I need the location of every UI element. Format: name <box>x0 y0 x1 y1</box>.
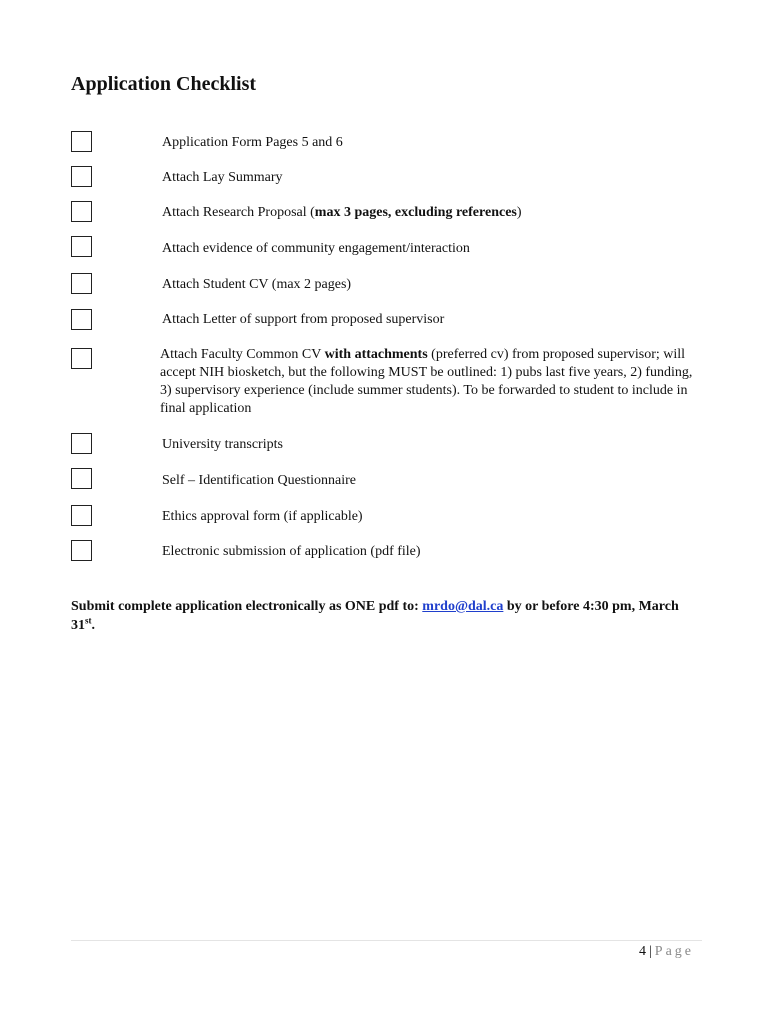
checkbox[interactable] <box>71 468 92 489</box>
checklist-item-label: Self – Identification Questionnaire <box>162 473 356 488</box>
checkbox[interactable] <box>71 505 92 526</box>
checklist-item-label: Attach Lay Summary <box>162 170 283 185</box>
checkbox[interactable] <box>71 309 92 330</box>
checkbox[interactable] <box>71 348 92 369</box>
checkbox[interactable] <box>71 433 92 454</box>
checklist-item-label <box>160 346 705 418</box>
label-text: Attach Faculty Common CV <box>160 347 325 362</box>
checklist-item-label: Attach Student CV (max 2 pages) <box>162 277 352 292</box>
page-number: 4 <box>638 944 646 959</box>
label-emphasis: max 3 pages, excluding references <box>314 205 517 220</box>
date-superscript: st <box>85 615 92 626</box>
footer-divider <box>71 940 702 941</box>
checkbox[interactable] <box>71 166 92 187</box>
checklist-item-label: Application Form Pages 5 and 6 <box>162 135 343 150</box>
submission-instructions <box>71 597 701 635</box>
label-text: (preferred cv) from proposed supervisor; will accept NIH biosketch, but the following MUST be outlined: 1) pubs last five years, 2) funding, 3) supervisory experience (include summer students). To be forwarded to student to include in final application <box>160 347 693 416</box>
checkbox[interactable] <box>71 131 92 152</box>
checklist-item-label: University transcripts <box>162 437 283 452</box>
checklist-item-label: Electronic submission of application (pdf file) <box>162 544 421 559</box>
footer-separator: | <box>648 944 652 959</box>
label-emphasis: with attachments <box>324 347 428 362</box>
checklist-item-label: Attach evidence of community engagement/interaction <box>162 241 470 256</box>
email-link[interactable]: mrdo@dal.ca <box>422 599 504 614</box>
submission-text: by or before 4:30 pm, March 31 <box>71 599 679 633</box>
submission-text: . <box>91 618 95 633</box>
page-title: Application Checklist <box>71 73 257 95</box>
checkbox[interactable] <box>71 236 92 257</box>
page-footer <box>639 944 694 960</box>
checklist-item-label <box>162 204 707 222</box>
submission-text: Submit complete application electronically as ONE pdf to: <box>71 599 423 614</box>
checkbox[interactable] <box>71 540 92 561</box>
label-text: ) <box>516 205 522 220</box>
checkbox[interactable] <box>71 273 92 294</box>
checkbox[interactable] <box>71 201 92 222</box>
checklist-item-label: Attach Letter of support from proposed supervisor <box>162 312 445 327</box>
label-text: Attach Research Proposal ( <box>162 205 315 220</box>
page-word: Page <box>654 944 694 959</box>
checklist-item-label: Ethics approval form (if applicable) <box>162 509 363 524</box>
